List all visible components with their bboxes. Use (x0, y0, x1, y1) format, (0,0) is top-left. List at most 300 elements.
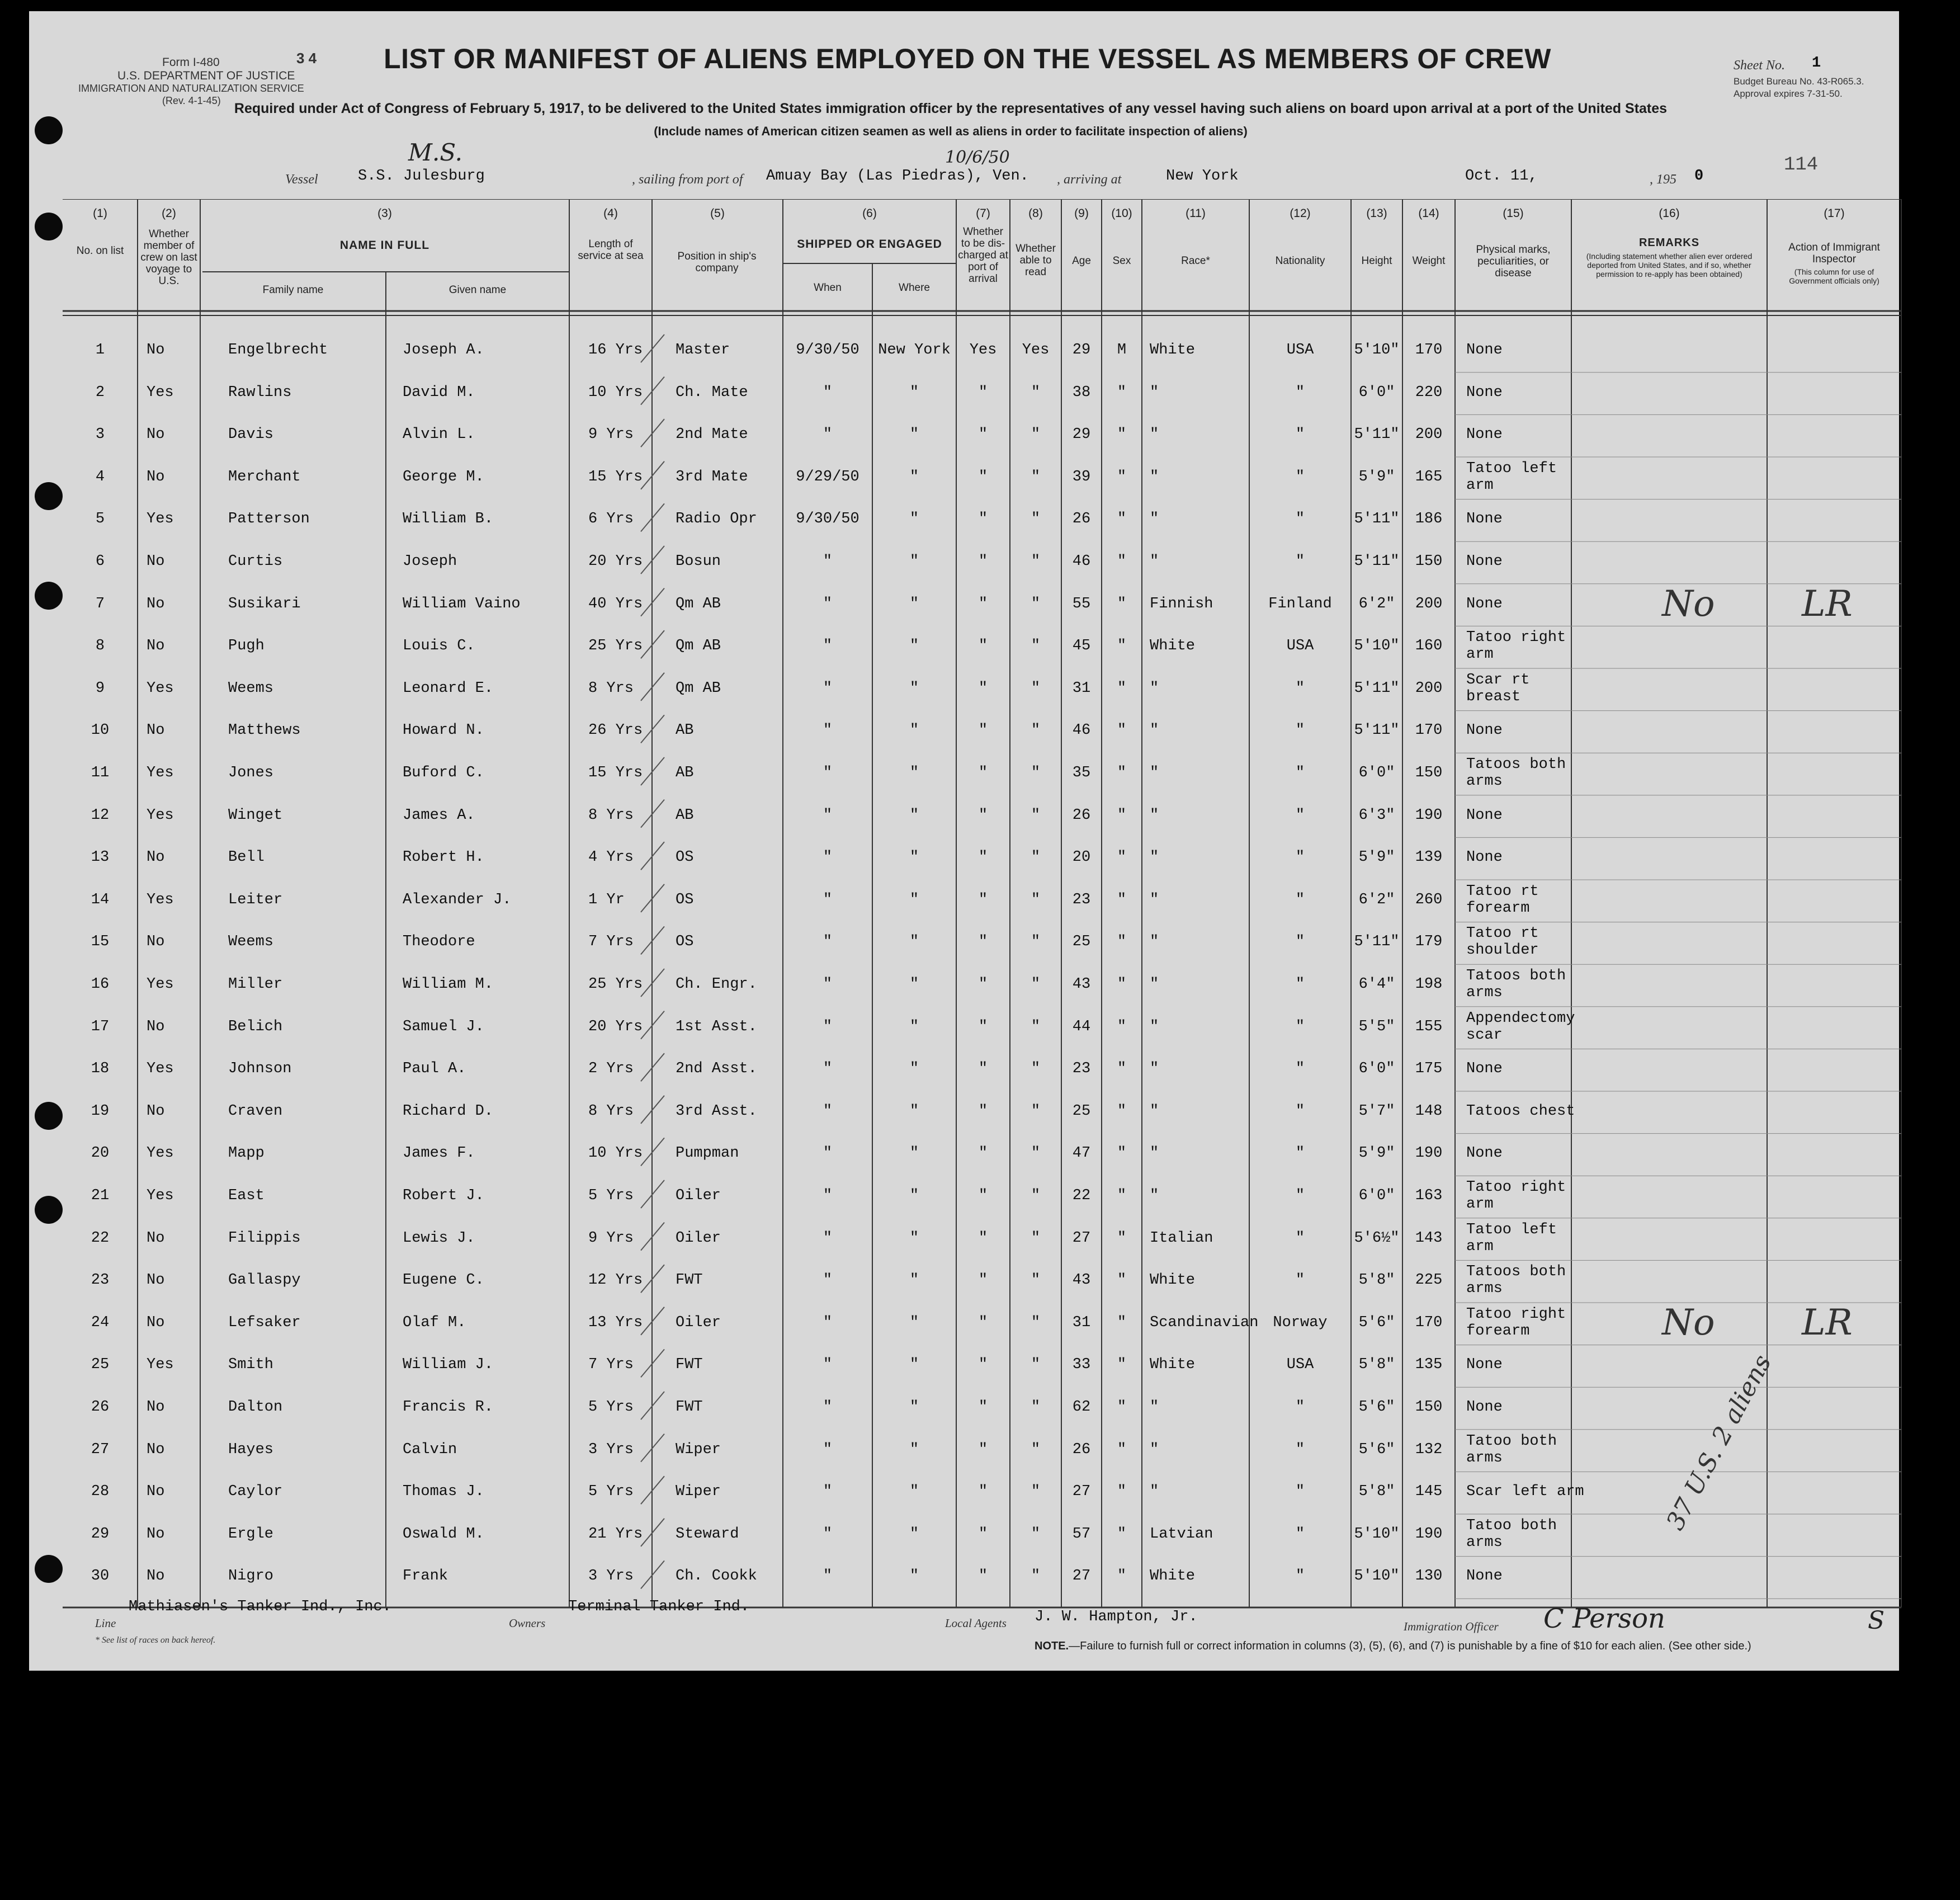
cell-nationality: " (1295, 468, 1305, 485)
cell-height: 6'0" (1358, 765, 1395, 781)
cell-position: Bosun (676, 553, 721, 570)
cell-sex: " (1117, 1060, 1127, 1078)
cell-age: 31 (1072, 680, 1091, 697)
cell-position: Steward (676, 1525, 739, 1543)
cell-no: 15 (91, 934, 110, 951)
cell-read: " (1031, 1441, 1041, 1458)
cell-given: Theodore (403, 934, 475, 951)
header-where: Where (899, 282, 930, 294)
cell-weight: 198 (1415, 976, 1443, 993)
cell-weight: 175 (1415, 1060, 1443, 1078)
cell-family: Leiter (228, 891, 283, 908)
cell-when: 9/30/50 (796, 511, 859, 528)
cell-discharged: " (978, 1060, 988, 1078)
cell-weight: 179 (1415, 934, 1443, 951)
cell-weight: 160 (1415, 638, 1443, 655)
cell-service: 5 Yrs (588, 1187, 634, 1204)
cell-member: Yes (147, 511, 174, 528)
cell-nationality: " (1295, 1018, 1305, 1035)
cell-sex: " (1117, 1314, 1127, 1331)
cell-nationality: " (1295, 891, 1305, 908)
note-text: —Failure to furnish full or correct information in columns (3), (5), (6), and (7) is punishable by a fine of $10 for each alien. (See other side.) (1069, 1640, 1751, 1652)
cell-height: 5'6" (1358, 1441, 1395, 1458)
cell-where: " (909, 680, 919, 697)
cell-sex: " (1117, 1441, 1127, 1458)
cell-position: 3rd Mate (676, 468, 748, 485)
cell-read: " (1031, 553, 1041, 570)
cell-position: Wiper (676, 1483, 721, 1501)
cell-height: 5'10" (1354, 1568, 1400, 1585)
cell-service: 26 Yrs (588, 722, 643, 739)
cell-given: Frank (403, 1568, 448, 1585)
cell-read: " (1031, 1568, 1041, 1585)
cell-weight: 200 (1415, 595, 1443, 612)
cell-service: 25 Yrs (588, 976, 643, 993)
cell-family: Pugh (228, 638, 265, 655)
cell-marks: Tatoo right forearm (1466, 1305, 1566, 1340)
cell-age: 46 (1072, 722, 1091, 739)
punch-hole (35, 582, 63, 610)
cell-age: 62 (1072, 1399, 1091, 1416)
cell-discharged: " (978, 1102, 988, 1120)
cell-family: East (228, 1187, 265, 1204)
note-label: NOTE. (1035, 1640, 1069, 1652)
cell-when: " (823, 426, 833, 444)
cell-position: 1st Asst. (676, 1018, 757, 1035)
cell-marks: Tatoo both arms (1466, 1517, 1557, 1551)
cell-discharged: " (978, 1272, 988, 1289)
cell-race: " (1150, 976, 1159, 993)
cell-where: " (909, 1060, 919, 1078)
cell-no: 6 (95, 553, 105, 570)
cell-weight: 190 (1415, 1145, 1443, 1162)
cell-where: " (909, 891, 919, 908)
cell-discharged: " (978, 680, 988, 697)
cell-race: " (1150, 1441, 1159, 1458)
table-row (63, 1221, 1902, 1255)
cell-nationality: " (1295, 1145, 1305, 1162)
header-no-on-list: No. on list (76, 245, 124, 257)
cell-remarks: No (1662, 1302, 1715, 1343)
cell-discharged: " (978, 553, 988, 570)
cell-member: No (147, 1399, 165, 1416)
cell-read: " (1031, 765, 1041, 781)
cell-height: 5'10" (1354, 342, 1400, 359)
cell-where: " (909, 638, 919, 655)
cell-discharged: " (978, 934, 988, 951)
cell-marks: None (1466, 1568, 1503, 1585)
cell-marks: None (1466, 849, 1503, 866)
cell-family: Hayes (228, 1441, 274, 1458)
cell-height: 6'3" (1358, 807, 1395, 824)
cell-position: FWT (676, 1399, 703, 1416)
owners-value: Terminal Tanker Ind. (568, 1599, 750, 1615)
cell-age: 31 (1072, 1314, 1091, 1331)
header-remarks-note: (Including statement whether alien ever ordered deported from United States, and if so, whether permission to re-apply has been obtained) (1586, 252, 1753, 279)
cell-given: Eugene C. (403, 1272, 484, 1289)
cell-sex: " (1117, 976, 1127, 993)
cell-service: 15 Yrs (588, 468, 643, 485)
cell-read: " (1031, 849, 1041, 866)
vessel-annotation: M.S. (408, 139, 462, 166)
cell-weight: 170 (1415, 722, 1443, 739)
cell-weight: 135 (1415, 1356, 1443, 1374)
cell-family: Davis (228, 426, 274, 444)
cell-position: Wiper (676, 1441, 721, 1458)
cell-race: White (1150, 1272, 1196, 1289)
cell-read: " (1031, 1483, 1041, 1501)
cell-position: AB (676, 765, 694, 781)
cell-when: " (823, 1483, 833, 1501)
table-row (63, 511, 1902, 528)
cell-position: Pumpman (676, 1145, 739, 1162)
cell-position: Ch. Engr. (676, 976, 757, 993)
cell-race: White (1150, 1568, 1196, 1585)
cell-weight: 190 (1415, 807, 1443, 824)
cell-race: " (1150, 384, 1159, 401)
sheet-label: Sheet No. (1734, 58, 1785, 73)
cell-no: 18 (91, 1060, 110, 1078)
cell-service: 25 Yrs (588, 638, 643, 655)
cell-given: Alvin L. (403, 426, 475, 444)
cell-position: OS (676, 934, 694, 951)
cell-age: 22 (1072, 1187, 1091, 1204)
cell-read: " (1031, 680, 1041, 697)
cell-height: 6'0" (1358, 1060, 1395, 1078)
cell-sex: " (1117, 722, 1127, 739)
cell-when: " (823, 1102, 833, 1120)
cell-member: Yes (147, 1356, 174, 1374)
cell-sex: " (1117, 807, 1127, 824)
cell-marks: None (1466, 1060, 1503, 1078)
col-num-6: (6) (862, 207, 877, 220)
cell-when: " (823, 595, 833, 612)
cell-marks: Tatoo rt shoulder (1466, 925, 1539, 959)
cell-where: " (909, 1229, 919, 1247)
cell-service: 6 Yrs (588, 511, 634, 528)
cell-when: " (823, 807, 833, 824)
cell-position: Radio Opr (676, 511, 757, 528)
cell-position: Qm AB (676, 680, 721, 697)
cell-position: 3rd Asst. (676, 1102, 757, 1120)
cell-family: Smith (228, 1356, 274, 1374)
cell-age: 25 (1072, 1102, 1091, 1120)
header-discharged: Whether to be dis-charged at port of arrival (958, 226, 1008, 285)
cell-race: " (1150, 468, 1159, 485)
cell-where: " (909, 934, 919, 951)
cell-age: 43 (1072, 1272, 1091, 1289)
table-row (63, 1145, 1902, 1162)
cell-no: 27 (91, 1441, 110, 1458)
cell-race: " (1150, 849, 1159, 866)
cell-sex: " (1117, 384, 1127, 401)
cell-sex: " (1117, 1145, 1127, 1162)
col-num-9: (9) (1074, 207, 1089, 220)
cell-family: Belich (228, 1018, 283, 1035)
cell-sex: " (1117, 1102, 1127, 1120)
cell-weight: 200 (1415, 426, 1443, 444)
cell-service: 20 Yrs (588, 553, 643, 570)
cell-sex: M (1117, 342, 1127, 359)
cell-marks: None (1466, 1356, 1503, 1374)
cell-weight: 143 (1415, 1229, 1443, 1247)
cell-position: Oiler (676, 1314, 721, 1331)
cell-nationality: " (1295, 680, 1305, 697)
budget-bureau: Budget Bureau No. 43-R065.3. (1734, 76, 1864, 87)
cell-member: No (147, 426, 165, 444)
cell-nationality: Finland (1268, 595, 1332, 612)
cell-height: 5'6" (1358, 1314, 1395, 1331)
punch-hole (35, 116, 63, 144)
cell-given: Samuel J. (403, 1018, 484, 1035)
cell-race: " (1150, 426, 1159, 444)
cell-family: Jones (228, 765, 274, 781)
header-able-to-read: Whether able to read (1016, 243, 1056, 278)
cell-service: 9 Yrs (588, 1229, 634, 1247)
cell-height: 5'8" (1358, 1356, 1395, 1374)
cell-position: Ch. Cookk (676, 1568, 757, 1585)
cell-read: " (1031, 722, 1041, 739)
cell-position: Qm AB (676, 638, 721, 655)
vessel-name: S.S. Julesburg (358, 168, 485, 185)
table-row (63, 460, 1902, 494)
cell-weight: 165 (1415, 468, 1443, 485)
cell-member: No (147, 1102, 165, 1120)
cell-where: " (909, 722, 919, 739)
arriving-at: New York (1166, 168, 1239, 185)
cell-race: " (1150, 1483, 1159, 1501)
cell-given: William M. (403, 976, 494, 993)
year-prefix: , 195 (1650, 172, 1676, 187)
cell-discharged: " (978, 595, 988, 612)
cell-member: No (147, 934, 165, 951)
cell-sex: " (1117, 1356, 1127, 1374)
year-suffix: 0 (1694, 168, 1704, 185)
cell-nationality: " (1295, 1187, 1305, 1204)
cell-where: New York (878, 342, 951, 359)
cell-sex: " (1117, 511, 1127, 528)
cell-when: " (823, 722, 833, 739)
cell-weight: 132 (1415, 1441, 1443, 1458)
cell-discharged: " (978, 384, 988, 401)
col-num-8: (8) (1028, 207, 1043, 220)
cell-age: 26 (1072, 511, 1091, 528)
cell-when: " (823, 1399, 833, 1416)
cell-position: OS (676, 891, 694, 908)
cell-sex: " (1117, 1525, 1127, 1543)
cell-weight: 130 (1415, 1568, 1443, 1585)
cell-race: White (1150, 1356, 1196, 1374)
cell-no: 30 (91, 1568, 110, 1585)
cell-weight: 150 (1415, 1399, 1443, 1416)
cell-no: 9 (95, 680, 105, 697)
cell-position: AB (676, 722, 694, 739)
header-given-name: Given name (448, 284, 507, 296)
cell-race: White (1150, 638, 1196, 655)
cell-height: 6'2" (1358, 595, 1395, 612)
cell-read: " (1031, 595, 1041, 612)
cell-discharged: " (978, 1229, 988, 1247)
cell-no: 12 (91, 807, 110, 824)
cell-read: " (1031, 426, 1041, 444)
table-row (63, 1399, 1902, 1416)
cell-no: 17 (91, 1018, 110, 1035)
punch-hole (35, 213, 63, 241)
cell-weight: 139 (1415, 849, 1443, 866)
cell-weight: 148 (1415, 1102, 1443, 1120)
officer-label: Immigration Officer (1404, 1620, 1499, 1633)
cell-race: White (1150, 342, 1196, 359)
cell-weight: 200 (1415, 680, 1443, 697)
sailing-from: Amuay Bay (Las Piedras), Ven. (766, 168, 1029, 185)
cell-height: 5'11" (1354, 680, 1400, 697)
header-weight: Weight (1412, 255, 1446, 267)
cell-member: Yes (147, 1187, 174, 1204)
cell-given: Thomas J. (403, 1483, 484, 1501)
cell-where: " (909, 1483, 919, 1501)
cell-discharged: " (978, 1568, 988, 1585)
cell-no: 28 (91, 1483, 110, 1501)
cell-age: 29 (1072, 426, 1091, 444)
cell-read: " (1031, 891, 1041, 908)
cell-age: 23 (1072, 891, 1091, 908)
cell-discharged: " (978, 976, 988, 993)
cell-service: 4 Yrs (588, 849, 634, 866)
cell-family: Merchant (228, 468, 301, 485)
table-row (63, 722, 1902, 739)
cell-nationality: " (1295, 1399, 1305, 1416)
cell-height: 5'9" (1358, 849, 1395, 866)
cell-sex: " (1117, 1229, 1127, 1247)
table-row (63, 807, 1902, 824)
cell-marks: None (1466, 384, 1503, 401)
cell-when: " (823, 1314, 833, 1331)
header-shipped-engaged: SHIPPED OR ENGAGED (797, 238, 942, 251)
cell-height: 6'2" (1358, 891, 1395, 908)
cell-discharged: " (978, 807, 988, 824)
cell-family: Lefsaker (228, 1314, 301, 1331)
cell-sex: " (1117, 1018, 1127, 1035)
col-num-15: (15) (1503, 207, 1524, 220)
cell-nationality: USA (1286, 342, 1314, 359)
cell-sex: " (1117, 1272, 1127, 1289)
cell-race: " (1150, 934, 1159, 951)
col-num-13: (13) (1366, 207, 1387, 220)
cell-read: " (1031, 1018, 1041, 1035)
cell-read: " (1031, 1399, 1041, 1416)
agents-label: Local Agents (945, 1616, 1007, 1630)
cell-age: 27 (1072, 1568, 1091, 1585)
table-row (63, 1517, 1902, 1551)
cell-discharged: " (978, 1399, 988, 1416)
table-row (63, 1568, 1902, 1585)
cell-age: 27 (1072, 1483, 1091, 1501)
cell-when: " (823, 1060, 833, 1078)
cell-service: 8 Yrs (588, 680, 634, 697)
cell-age: 35 (1072, 765, 1091, 781)
cell-sex: " (1117, 638, 1127, 655)
cell-marks: Tatoos both arms (1466, 756, 1566, 790)
cell-member: No (147, 553, 165, 570)
cell-no: 23 (91, 1272, 110, 1289)
cell-when: " (823, 1441, 833, 1458)
cell-nationality: " (1295, 765, 1305, 781)
required-statement: Required under Act of Congress of February 5, 1917, to be delivered to the United States immigration officer by the representatives of any vessel having such aliens on board upon arrival at a port of the United States (234, 101, 1668, 116)
cell-read: " (1031, 934, 1041, 951)
cell-where: " (909, 468, 919, 485)
owners-label: Owners (509, 1616, 546, 1630)
cell-member: No (147, 468, 165, 485)
cell-height: 5'11" (1354, 934, 1400, 951)
cell-family: Engelbrecht (228, 342, 328, 359)
col-num-7: (7) (976, 207, 990, 220)
cell-height: 6'0" (1358, 1187, 1395, 1204)
header-name-in-full: NAME IN FULL (339, 239, 430, 252)
cell-nationality: " (1295, 1525, 1305, 1543)
cell-race: " (1150, 807, 1159, 824)
cell-where: " (909, 1145, 919, 1162)
col-num-17: (17) (1824, 207, 1845, 220)
cell-where: " (909, 1525, 919, 1543)
cell-given: Olaf M. (403, 1314, 466, 1331)
cell-marks: None (1466, 807, 1503, 824)
cell-family: Patterson (228, 511, 310, 528)
cell-weight: 260 (1415, 891, 1443, 908)
cell-given: William J. (403, 1356, 494, 1374)
cell-when: " (823, 976, 833, 993)
cell-family: Caylor (228, 1483, 283, 1501)
cell-service: 10 Yrs (588, 384, 643, 401)
cell-member: No (147, 1483, 165, 1501)
cell-weight: 155 (1415, 1018, 1443, 1035)
cell-no: 5 (95, 511, 105, 528)
cell-weight: 170 (1415, 1314, 1443, 1331)
cell-race: " (1150, 1018, 1159, 1035)
cell-family: Mapp (228, 1145, 265, 1162)
line-value: Mathiasen's Tanker Ind., Inc. (129, 1599, 391, 1615)
cell-member: No (147, 638, 165, 655)
cell-given: Howard N. (403, 722, 484, 739)
cell-family: Weems (228, 680, 274, 697)
cell-sex: " (1117, 849, 1127, 866)
cell-member: No (147, 1525, 165, 1543)
cell-no: 19 (91, 1102, 110, 1120)
cell-discharged: " (978, 638, 988, 655)
cell-service: 7 Yrs (588, 934, 634, 951)
cell-given: David M. (403, 384, 475, 401)
cell-no: 1 (95, 342, 105, 359)
cell-no: 3 (95, 426, 105, 444)
crew-table (63, 199, 1902, 1614)
cell-sex: " (1117, 553, 1127, 570)
officer-signature: C Person (1543, 1603, 1665, 1634)
cell-when: " (823, 1272, 833, 1289)
cell-no: 26 (91, 1399, 110, 1416)
cell-weight: 150 (1415, 765, 1443, 781)
approval-expiry: Approval expires 7-31-50. (1734, 88, 1843, 99)
cell-height: 5'6½" (1354, 1229, 1400, 1247)
cell-remarks: No (1662, 583, 1715, 625)
punch-hole (35, 1555, 63, 1583)
cell-race: " (1150, 722, 1159, 739)
cell-discharged: " (978, 1356, 988, 1374)
cell-service: 5 Yrs (588, 1483, 634, 1501)
col-num-2: (2) (162, 207, 176, 220)
cell-when: " (823, 1145, 833, 1162)
cell-when: 9/29/50 (796, 468, 859, 485)
cell-where: " (909, 1272, 919, 1289)
cell-nationality: " (1295, 553, 1305, 570)
